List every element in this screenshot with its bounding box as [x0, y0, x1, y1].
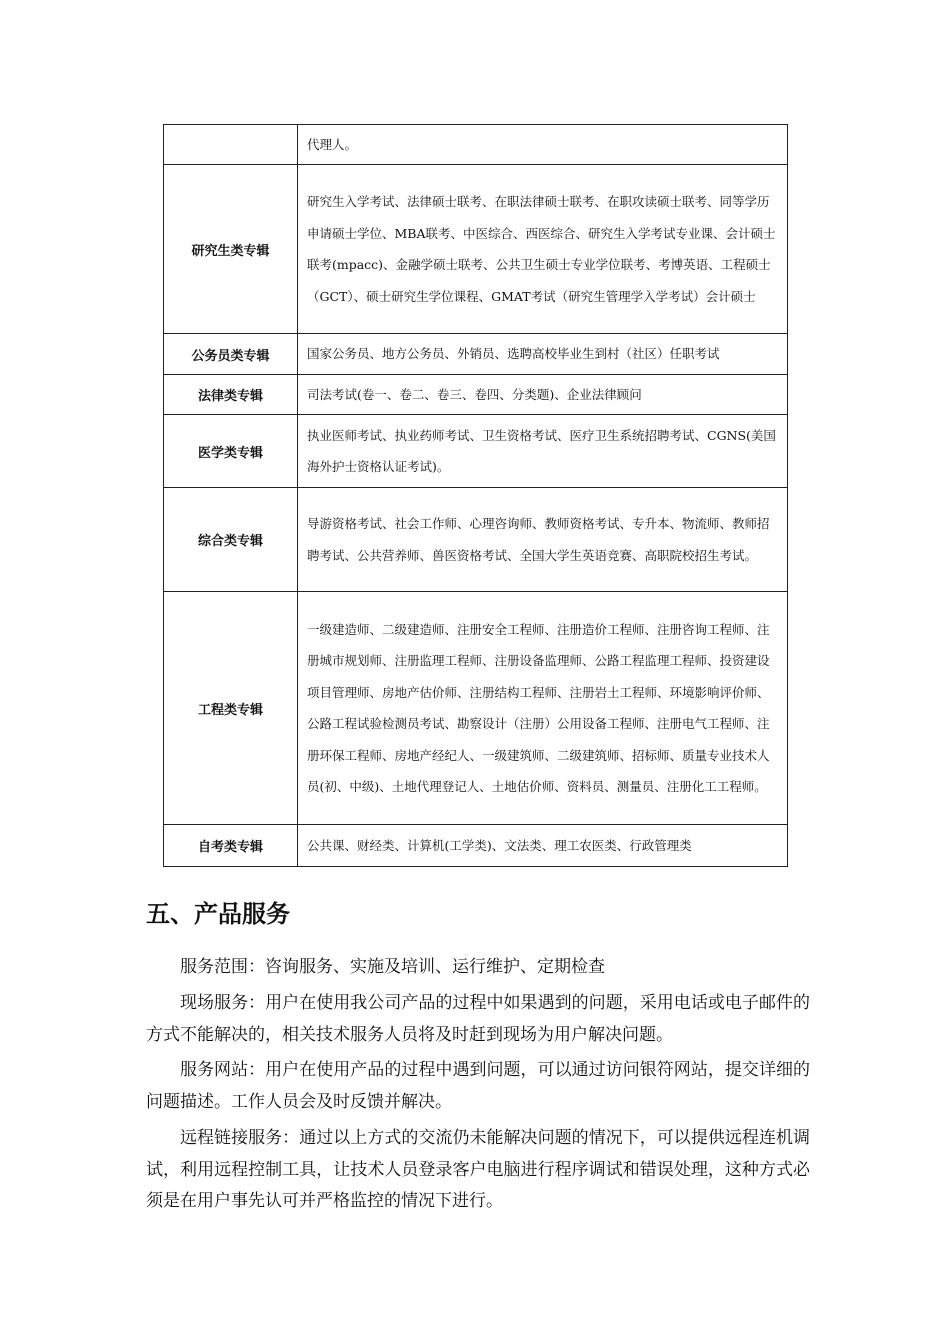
category-cell: 研究生类专辑 — [164, 165, 298, 334]
table-row — [164, 825, 788, 867]
exam-catalog-table — [163, 124, 788, 867]
category-cell: 法律类专辑 — [164, 375, 298, 415]
section-heading: 五、产品服务 — [146, 900, 290, 928]
onsite-service-paragraph: 现场服务：用户在使用我公司产品的过程中如果遇到的问题，采用电话或电子邮件的方式不能解决的，相关技术服务人员将及时赶到现场为用户解决问题。 — [146, 993, 810, 1045]
items-cell: 导游资格考试、社会工作师、心理咨询师、教师资格考试、专升本、物流师、教师招聘考试、公共营养师、兽医资格考试、全国大学生英语竞赛、高职院校招生考试。 — [298, 488, 788, 592]
category-cell: 公务员类专辑 — [164, 334, 298, 375]
category-cell: 综合类专辑 — [164, 488, 298, 592]
items-cell: 公共课、财经类、计算机(工学类)、文法类、理工农医类、行政管理类 — [298, 825, 788, 867]
items-cell: 研究生入学考试、法律硕士联考、在职法律硕士联考、在职攻读硕士联考、同等学历申请硕士学位、MBA联考、中医综合、西医综合、研究生入学考试专业课、会计硕士联考(mpacc)、金融学硕士联考、公共卫生硕士专业学位联考、考博英语、工程硕士（GCT）、硕士研究生学位课程、GMAT考试（研究生管理学入学考试）会计硕士 — [298, 165, 788, 334]
remote-service-paragraph: 远程链接服务：通过以上方式的交流仍未能解决问题的情况下，可以提供远程连机调试，利用远程控制工具，让技术人员登录客户电脑进行程序调试和错误处理，这种方式必须是在用户事先认可并严格监控的情况下进行。 — [146, 1128, 810, 1211]
items-cell: 国家公务员、地方公务员、外销员、选聘高校毕业生到村（社区）任职考试 — [298, 334, 788, 375]
table-row — [164, 488, 788, 592]
table-row — [164, 165, 788, 334]
table-row — [164, 334, 788, 375]
service-website-paragraph: 服务网站：用户在使用产品的过程中遇到问题，可以通过访问银符网站，提交详细的问题描述。工作人员会及时反馈并解决。 — [146, 1060, 810, 1112]
items-cell: 司法考试(卷一、卷二、卷三、卷四、分类题)、企业法律顾问 — [298, 375, 788, 415]
service-scope-paragraph: 服务范围：咨询服务、实施及培训、运行维护、定期检查 — [180, 957, 605, 977]
table-row — [164, 125, 788, 165]
table-row — [164, 375, 788, 415]
items-cell: 一级建造师、二级建造师、注册安全工程师、注册造价工程师、注册咨询工程师、注册城市规划师、注册监理工程师、注册设备监理师、公路工程监理工程师、投资建设项目管理师、房地产估价师、注册结构工程师、注册岩土工程师、环境影响评价师、公路工程试验检测员考试、勘察设计（注册）公用设备工程师、注册电气工程师、注册环保工程师、房地产经纪人、一级建筑师、二级建筑师、招标师、质量专业技术人员(初、中级)、土地代理登记人、土地估价师、资料员、测量员、注册化工工程师。 — [298, 592, 788, 825]
category-cell: 自考类专辑 — [164, 825, 298, 867]
category-cell: 工程类专辑 — [164, 592, 298, 825]
table-row — [164, 592, 788, 825]
items-cell: 代理人。 — [298, 125, 788, 165]
category-cell: 医学类专辑 — [164, 415, 298, 488]
table-row — [164, 415, 788, 488]
items-cell: 执业医师考试、执业药师考试、卫生资格考试、医疗卫生系统招聘考试、CGNS(美国海外护士资格认证考试)。 — [298, 415, 788, 488]
category-cell — [164, 125, 298, 165]
